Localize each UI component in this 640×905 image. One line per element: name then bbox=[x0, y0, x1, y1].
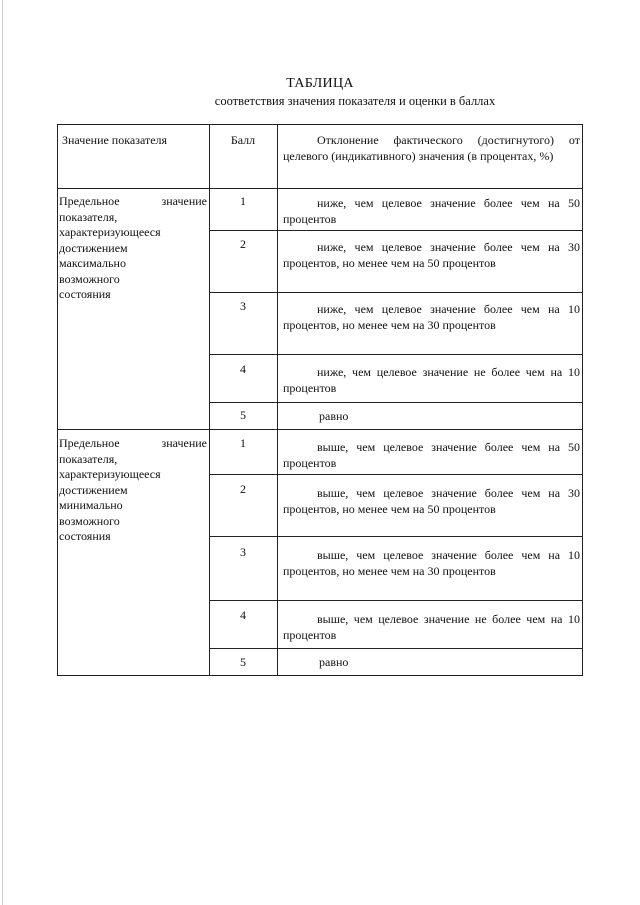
indicator-line: возможного bbox=[59, 271, 120, 286]
deviation-cell: выше, чем целевое значение более чем на 50 процентов bbox=[283, 440, 580, 470]
indicator-line: показателя, bbox=[59, 209, 118, 224]
indicator-line: достижением bbox=[59, 240, 128, 255]
row-divider bbox=[209, 230, 583, 231]
row-divider bbox=[209, 536, 583, 537]
header-score: Балл bbox=[230, 133, 256, 147]
deviation-cell: равно bbox=[319, 655, 349, 669]
scan-left-edge bbox=[2, 0, 3, 905]
deviation-cell: выше, чем целевое значение более чем на 10 процентов, но менее чем на 30 процентов bbox=[283, 548, 580, 578]
row-divider bbox=[209, 292, 583, 293]
deviation-cell: ниже, чем целевое значение более чем на 10 процентов, но менее чем на 30 процентов bbox=[283, 302, 580, 332]
score-cell: 1 bbox=[240, 194, 246, 208]
deviation-cell: ниже, чем целевое значение более чем на 30 процентов, но менее чем на 50 процентов bbox=[283, 240, 580, 270]
score-cell: 2 bbox=[240, 482, 246, 496]
score-table bbox=[57, 124, 583, 676]
table-border-top bbox=[57, 124, 583, 125]
deviation-cell: ниже, чем целевое значение более чем на 50 процентов bbox=[283, 196, 580, 226]
table-border-right bbox=[582, 124, 583, 676]
indicator-line: характеризующееся bbox=[59, 225, 161, 239]
row-divider bbox=[209, 600, 583, 601]
row-divider bbox=[209, 402, 583, 403]
indicator-line: Предельное значение bbox=[59, 436, 207, 450]
deviation-cell: ниже, чем целевое значение не более чем на 10 процентов bbox=[283, 365, 580, 395]
score-cell: 5 bbox=[240, 655, 246, 669]
indicator-line: возможного bbox=[59, 513, 120, 528]
group-divider bbox=[57, 429, 583, 430]
group-1-indicator bbox=[59, 194, 207, 303]
score-cell: 2 bbox=[240, 237, 246, 251]
table-border-bottom bbox=[57, 675, 583, 676]
score-cell: 1 bbox=[240, 436, 246, 450]
document-subtitle: соответствия значения показателя и оценки в баллах bbox=[214, 94, 496, 108]
row-divider bbox=[209, 354, 583, 355]
score-cell: 3 bbox=[240, 545, 246, 559]
deviation-cell: выше, чем целевое значение более чем на 30 процентов, но менее чем на 50 процентов bbox=[283, 486, 580, 516]
column-divider-score bbox=[277, 124, 278, 676]
row-divider bbox=[209, 648, 583, 649]
deviation-cell: равно bbox=[319, 409, 349, 423]
score-cell: 5 bbox=[240, 408, 246, 422]
indicator-line: показателя, bbox=[59, 451, 118, 466]
row-divider bbox=[209, 474, 583, 475]
score-cell: 3 bbox=[240, 299, 246, 313]
deviation-cell: выше, чем целевое значение не более чем на 10 процентов bbox=[283, 612, 580, 642]
score-cell: 4 bbox=[240, 362, 246, 376]
header-deviation: Отклонение фактического (достигнутого) от целевого (индикативного) значения (в процентах, %) bbox=[283, 133, 580, 163]
indicator-line: минимально bbox=[59, 498, 123, 512]
score-cell: 4 bbox=[240, 608, 246, 622]
document-title: ТАБЛИЦА bbox=[286, 76, 354, 91]
header-divider bbox=[57, 188, 583, 189]
group-2-indicator bbox=[59, 436, 207, 545]
indicator-line: максимально bbox=[59, 256, 126, 270]
header-indicator: Значение показателя bbox=[62, 133, 168, 147]
indicator-line: характеризующееся bbox=[59, 467, 161, 481]
indicator-line: достижением bbox=[59, 482, 128, 497]
indicator-line: Предельное значение bbox=[59, 194, 207, 208]
table-border-left bbox=[57, 124, 58, 676]
indicator-line: состояния bbox=[59, 287, 111, 301]
indicator-line: состояния bbox=[59, 529, 111, 543]
